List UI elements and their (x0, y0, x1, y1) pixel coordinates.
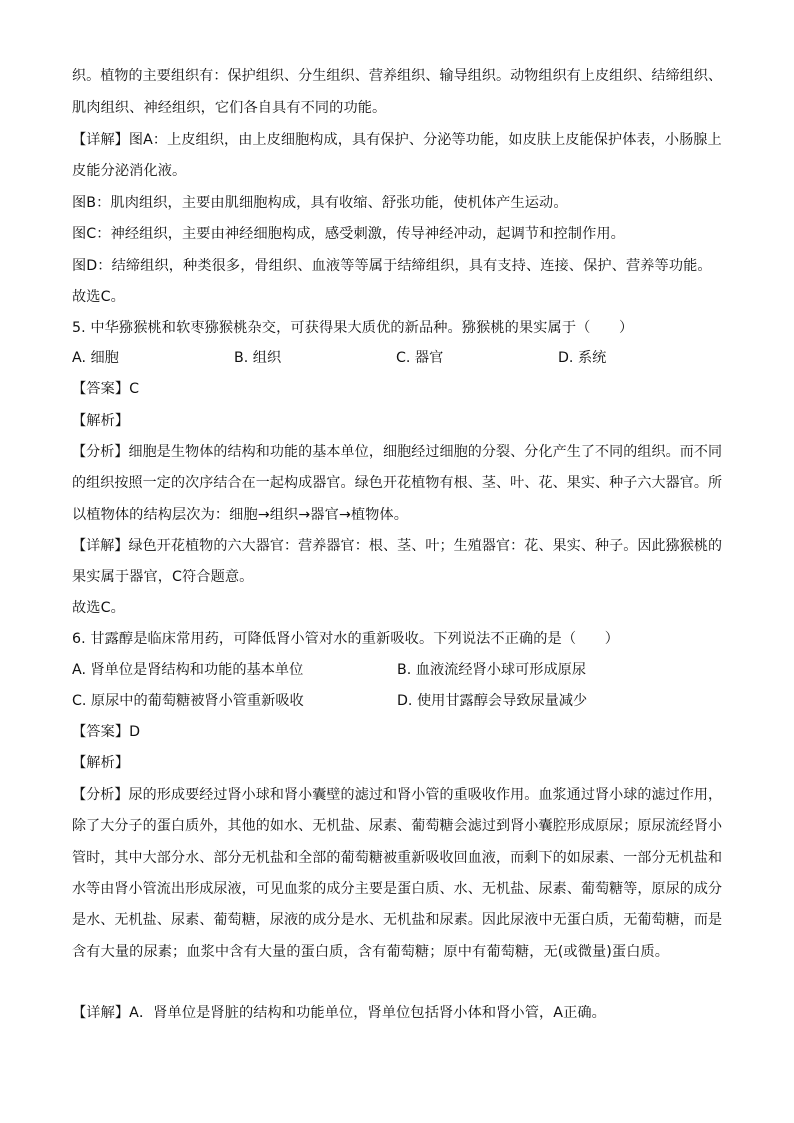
analysis-label: 【解析】 (72, 413, 130, 429)
question-6-stem: 6. 甘露醇是临床常用药，可降低肾小管对水的重新吸收。下列说法不正确的是（ ） (72, 631, 619, 647)
text-line: 织。植物的主要组织有：保护组织、分生组织、营养组织、输导组织。动物组织有上皮组织、结缔组织、 (72, 68, 723, 84)
text-line: 【详解】图A：上皮组织，由上皮细胞构成，具有保护、分泌等功能，如皮肤上皮能保护体表，小肠腺上 (72, 132, 722, 148)
text-line: 管时，其中大部分水、部分无机盐和全部的葡萄糖被重新吸收回血液，而剩下的如尿素、一部分无机盐和 (72, 850, 723, 866)
text-line: 除了大分子的蛋白质外，其他的如水、无机盐、尿素、葡萄糖会滤过到肾小囊腔形成原尿；原尿流经肾小 (72, 818, 723, 834)
text-line: 图B：肌肉组织，主要由肌细胞构成，具有收缩、舒张功能，使机体产生运动。 (72, 195, 568, 211)
text-line: 果实属于器官，C符合题意。 (72, 569, 254, 585)
text-line: 皮能分泌消化液。 (72, 163, 187, 179)
q5-option-a: A. 细胞 (72, 350, 119, 366)
text-line: 的组织按照一定的次序结合在一起构成器官。绿色开花植物有根、茎、叶、花、果实、种子六大器官。所 (72, 475, 723, 491)
text-line: 图C：神经组织，主要由神经细胞构成，感受刺激，传导神经冲动，起调节和控制作用。 (72, 226, 625, 242)
text-line: 图D：结缔组织，种类很多，骨组织、血液等等属于结缔组织，具有支持、连接、保护、营养等功能。 (72, 258, 712, 274)
answer-label: 【答案】C (72, 381, 140, 397)
q5-option-b: B. 组织 (234, 350, 282, 366)
answer-label: 【答案】D (72, 724, 141, 740)
q6-option-a: A. 肾单位是肾结构和功能的基本单位 (72, 662, 304, 678)
text-line: 故选C。 (72, 600, 125, 616)
text-line: 肌肉组织、神经组织，它们各自具有不同的功能。 (72, 100, 387, 116)
text-line: 【详解】A．肾单位是肾脏的结构和功能单位，肾单位包括肾小体和肾小管，A正确。 (72, 1005, 606, 1021)
text-line: 【详解】绿色开花植物的六大器官：营养器官：根、茎、叶；生殖器官：花、果实、种子。因此猕猴桃的 (72, 538, 723, 554)
q5-option-d: D. 系统 (558, 350, 607, 366)
question-5-stem: 5. 中华猕猴桃和软枣猕猴桃杂交，可获得果大质优的新品种。猕猴桃的果实属于（ ） (72, 320, 634, 336)
q6-option-b: B. 血液流经肾小球可形成原尿 (397, 662, 587, 678)
text-line: 含有大量的尿素；血浆中含有大量的蛋白质，含有葡萄糖；原中有葡萄糖，无(或微量)蛋白质。 (72, 944, 670, 960)
q6-option-d: D. 使用甘露醇会导致尿量减少 (397, 693, 588, 709)
text-line: 是水、无机盐、尿素、葡萄糖，尿液的成分是水、无机盐和尿素。因此尿液中无蛋白质，无葡萄糖，而是 (72, 912, 723, 928)
text-line: 【分析】尿的形成要经过肾小球和肾小囊壁的滤过和肾小管的重吸收作用。血浆通过肾小球的滤过作用， (72, 787, 723, 803)
q5-option-c: C. 器官 (396, 350, 444, 366)
text-line: 故选C。 (72, 289, 125, 305)
text-line: 【分析】细胞是生物体的结构和功能的基本单位，细胞经过细胞的分裂、分化产生了不同的组织。而不同 (72, 444, 723, 460)
analysis-label: 【解析】 (72, 755, 130, 771)
q6-option-c: C. 原尿中的葡萄糖被肾小管重新吸收 (72, 693, 304, 709)
text-line: 以植物体的结构层次为：细胞→组织→器官→植物体。 (72, 507, 409, 523)
text-line: 水等由肾小管流出形成尿液，可见血浆的成分主要是蛋白质、水、无机盐、尿素、葡萄糖等，原尿的成分 (72, 881, 723, 897)
